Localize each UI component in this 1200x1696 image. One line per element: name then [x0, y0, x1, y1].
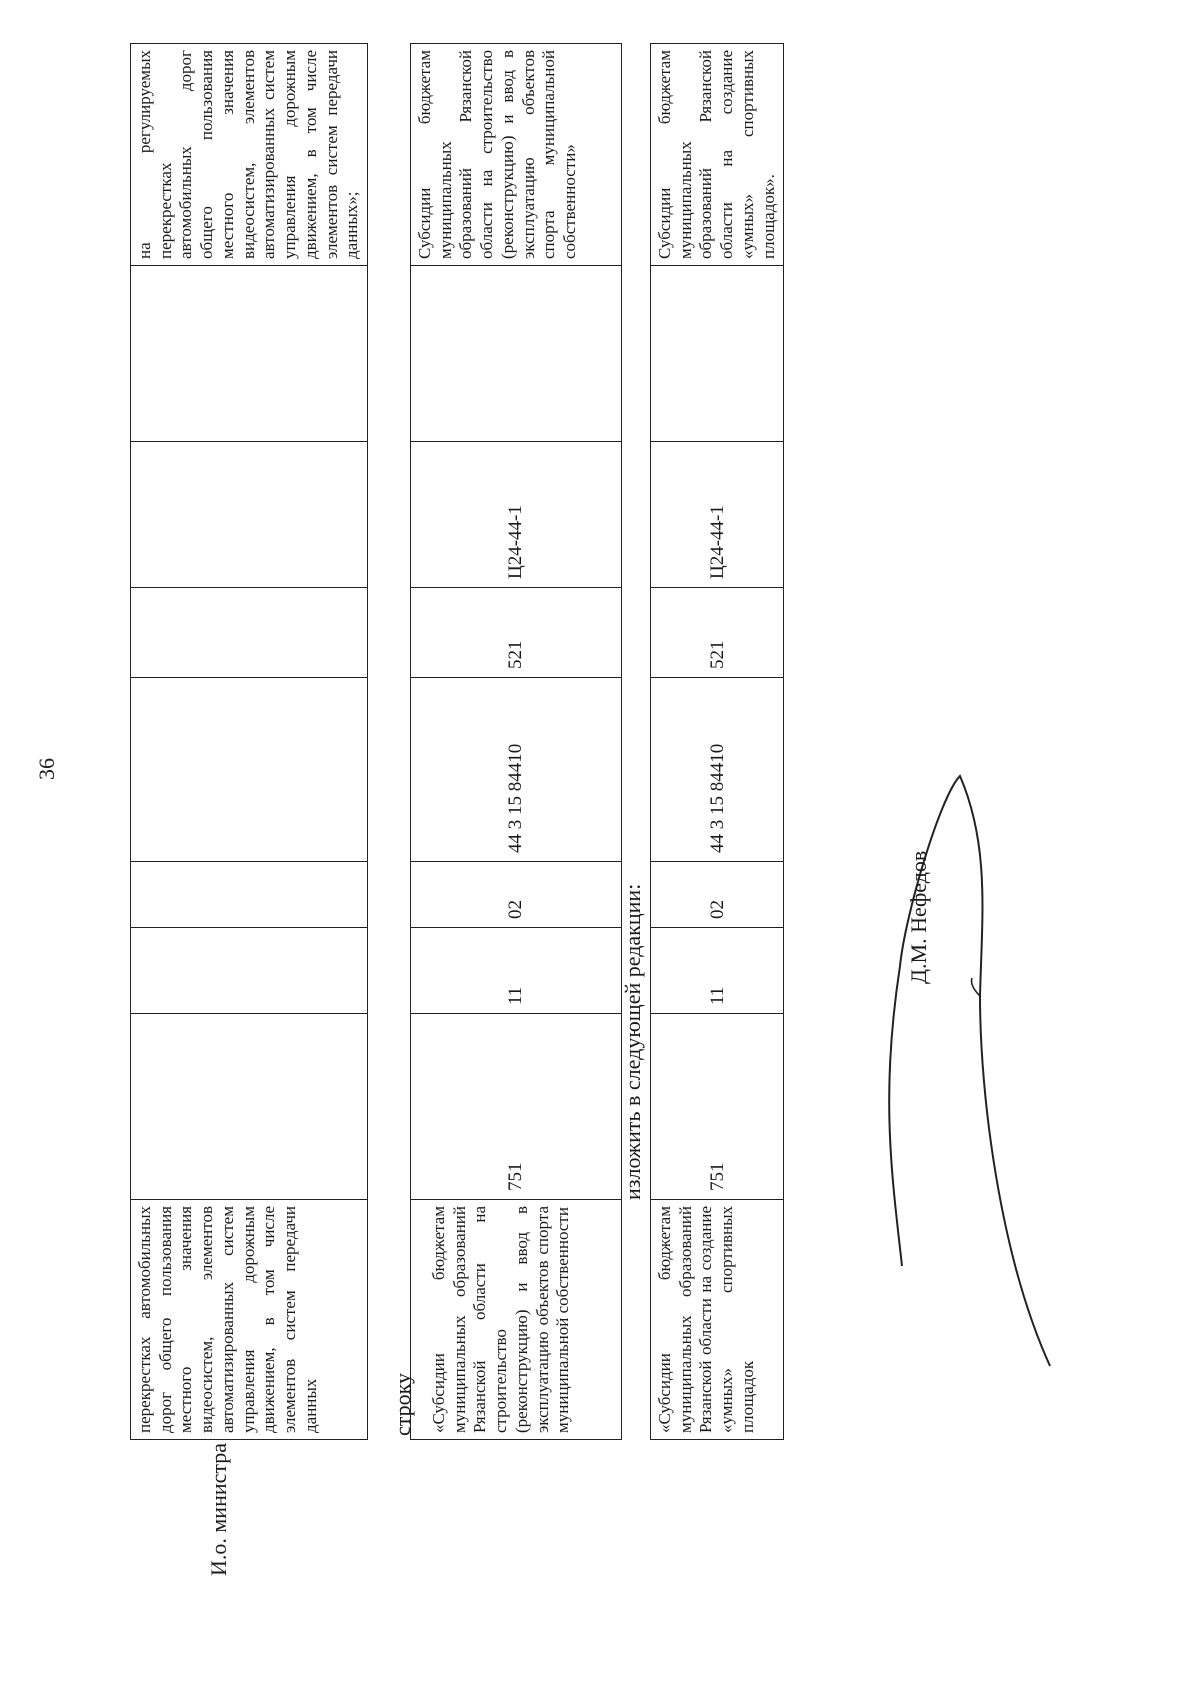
cell-description: Субсидии бюджетам муниципальных образований Рязанской области на создание «умных» спортивных площадок». — [651, 44, 784, 266]
cell-description: перекрестках автомобильных дорог общего пользования местного значения видеосистем, элементов автоматизированных систем управления дорожным движением, в том числе элементов систем передачи данных — [131, 1200, 368, 1440]
cell-code-02: 02 — [651, 862, 784, 928]
cell-code-11: 11 — [651, 928, 784, 1014]
cell-code-751: 751 — [411, 1014, 622, 1200]
cell-description: Субсидии бюджетам муниципальных образований Рязанской области на строительство (реконструкцию) и ввод в эксплуатацию объектов спорта муниципальной собственности» — [411, 44, 622, 266]
cell-code-11: 11 — [411, 928, 622, 1014]
cell-code-target: 44 3 15 84410 — [411, 678, 622, 862]
cell-code-c24: Ц24-44-1 — [651, 442, 784, 588]
cell-code-c24: Ц24-44-1 — [411, 442, 622, 588]
signatory-position: И.о. министра — [206, 1442, 231, 1576]
cell-code-02: 02 — [411, 862, 622, 928]
signatory-name: Д.М. Нефедов — [906, 850, 931, 984]
cell-code-521: 521 — [651, 588, 784, 678]
caption-stroku: строку — [390, 1372, 415, 1436]
cell-description: на регулируемых перекрестках автомобильных дорог общего пользования местного значения видеосистем, элементов автоматизированных систем управления дорожным движением, в том числе элементов систем передачи данных»; — [131, 44, 368, 266]
cell-code-521: 521 — [411, 588, 622, 678]
cell-code-target: 44 3 15 84410 — [651, 678, 784, 862]
cell-description: «Субсидии бюджетам муниципальных образований Рязанской области на строительство (реконструкцию) и ввод в эксплуатацию объектов спорта муниципальной собственности — [411, 1200, 622, 1440]
cell-description: «Субсидии бюджетам муниципальных образований Рязанской области на создание «умных» спортивных площадок — [651, 1200, 784, 1440]
cell-code-751: 751 — [651, 1014, 784, 1200]
page-number: 36 — [34, 758, 59, 780]
caption-izlozhit: изложить в следующей редакции: — [620, 883, 645, 1200]
